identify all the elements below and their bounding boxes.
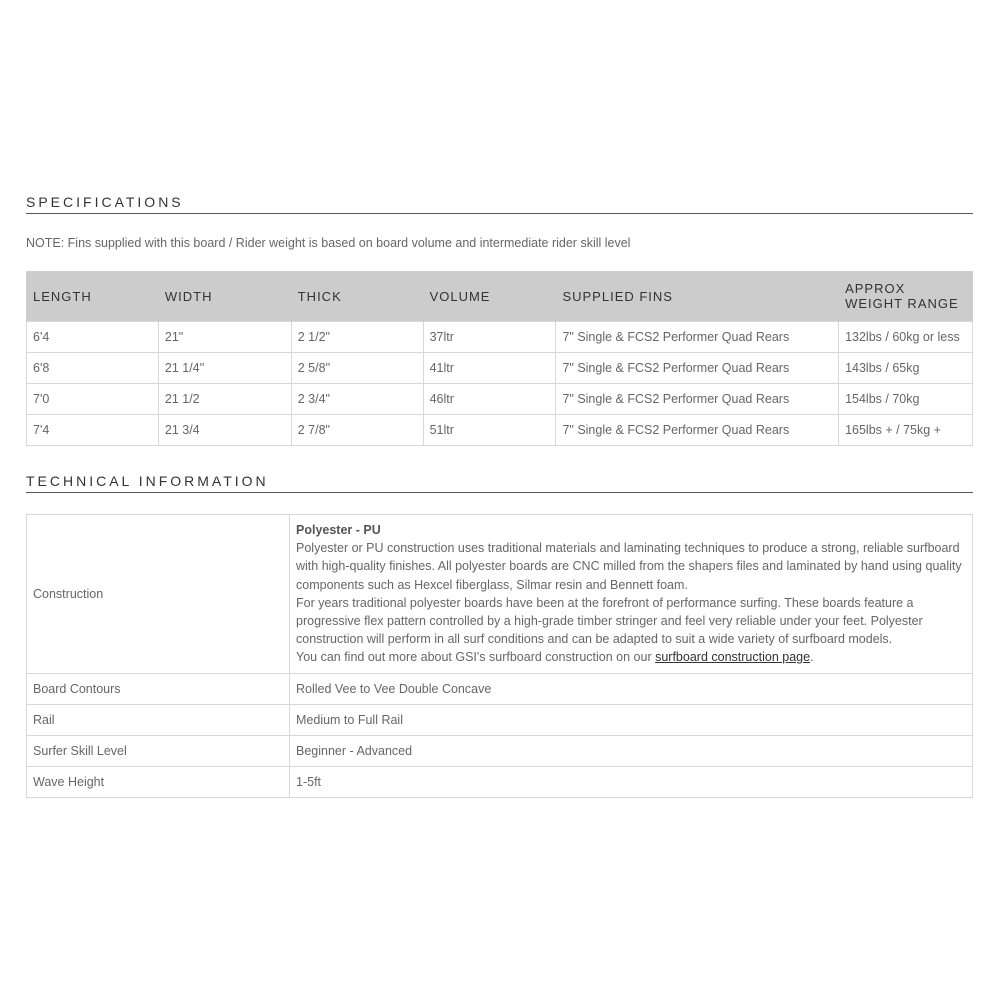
table-row — [27, 415, 973, 446]
construction-link-suffix: . — [810, 650, 814, 665]
header-weight-range: APPROX WEIGHT RANGE — [839, 271, 973, 322]
cell-width: 21" — [158, 322, 291, 353]
cell-fins: 7" Single & FCS2 Performer Quad Rears — [556, 415, 839, 446]
cell-fins: 7" Single & FCS2 Performer Quad Rears — [556, 353, 839, 384]
cell-length: 7'0 — [27, 384, 159, 415]
cell-length: 7'4 — [27, 415, 159, 446]
table-row — [27, 384, 973, 415]
board-contours-label: Board Contours — [27, 673, 290, 704]
board-contours-value: Rolled Vee to Vee Double Concave — [290, 673, 973, 704]
cell-volume: 37ltr — [423, 322, 556, 353]
surfer-skill-level-label: Surfer Skill Level — [27, 735, 290, 766]
table-header-row — [27, 271, 973, 322]
construction-paragraph-2: For years traditional polyester boards have been at the forefront of performance surfing. These boards feature a progressive flex pattern controlled by a high-grade timber stringer and feel very reliable under your feet. Polyester construction will perform in all surf conditions and can be adapted to suit a wide variety of surfboard models. — [296, 595, 923, 647]
technical-information-heading: TECHNICAL INFORMATION — [26, 473, 973, 493]
construction-link-prefix: You can find out more about GSI's surfboard construction on our — [296, 650, 656, 665]
cell-width: 21 1/2 — [158, 384, 291, 415]
cell-weight: 132lbs / 60kg or less — [839, 322, 973, 353]
cell-thick: 2 5/8'' — [291, 353, 423, 384]
cell-length: 6'8 — [27, 353, 159, 384]
rail-label: Rail — [27, 704, 290, 735]
table-row — [27, 515, 973, 674]
specifications-heading: SPECIFICATIONS — [26, 194, 973, 214]
surfer-skill-level-value: Beginner - Advanced — [290, 735, 973, 766]
table-row — [27, 673, 973, 704]
header-volume: VOLUME — [423, 271, 556, 322]
header-width: WIDTH — [158, 271, 291, 322]
surfboard-construction-link[interactable]: surfboard construction page — [655, 650, 811, 665]
wave-height-label: Wave Height — [27, 766, 290, 797]
construction-type: Polyester - PU — [296, 523, 381, 537]
technical-information-table — [26, 514, 973, 798]
cell-volume: 51ltr — [423, 415, 556, 446]
cell-fins: 7" Single & FCS2 Performer Quad Rears — [556, 322, 839, 353]
table-row — [27, 322, 973, 353]
cell-volume: 41ltr — [423, 353, 556, 384]
header-length: LENGTH — [27, 271, 159, 322]
header-thick: THICK — [291, 271, 423, 322]
table-row — [27, 735, 973, 766]
construction-label: Construction — [27, 515, 290, 674]
cell-length: 6'4 — [27, 322, 159, 353]
cell-width: 21 1/4'' — [158, 353, 291, 384]
cell-weight: 165lbs + / 75kg + — [839, 415, 973, 446]
construction-description — [290, 515, 973, 674]
cell-thick: 2 3/4" — [291, 384, 423, 415]
header-supplied-fins: SUPPLIED FINS — [556, 271, 839, 322]
construction-paragraph-3 — [296, 648, 966, 666]
table-row — [27, 353, 973, 384]
wave-height-value: 1-5ft — [290, 766, 973, 797]
specifications-note: NOTE: Fins supplied with this board / Rider weight is based on board volume and intermediate rider skill level — [26, 236, 631, 250]
table-row — [27, 766, 973, 797]
specifications-table — [26, 271, 973, 446]
cell-width: 21 3/4 — [158, 415, 291, 446]
table-row — [27, 704, 973, 735]
rail-value: Medium to Full Rail — [290, 704, 973, 735]
construction-paragraph-1: Polyester or PU construction uses traditional materials and laminating techniques to produce a strong, reliable surfboard with high-quality finishes. All polyester boards are CNC milled from the shapers files and laminated by hand using quality components such as Hexcel fiberglass, Silmar resin and Bennett foam. — [296, 541, 962, 592]
cell-weight: 143lbs / 65kg — [839, 353, 973, 384]
cell-thick: 2 1/2" — [291, 322, 423, 353]
cell-volume: 46ltr — [423, 384, 556, 415]
cell-thick: 2 7/8" — [291, 415, 423, 446]
cell-fins: 7" Single & FCS2 Performer Quad Rears — [556, 384, 839, 415]
cell-weight: 154lbs / 70kg — [839, 384, 973, 415]
